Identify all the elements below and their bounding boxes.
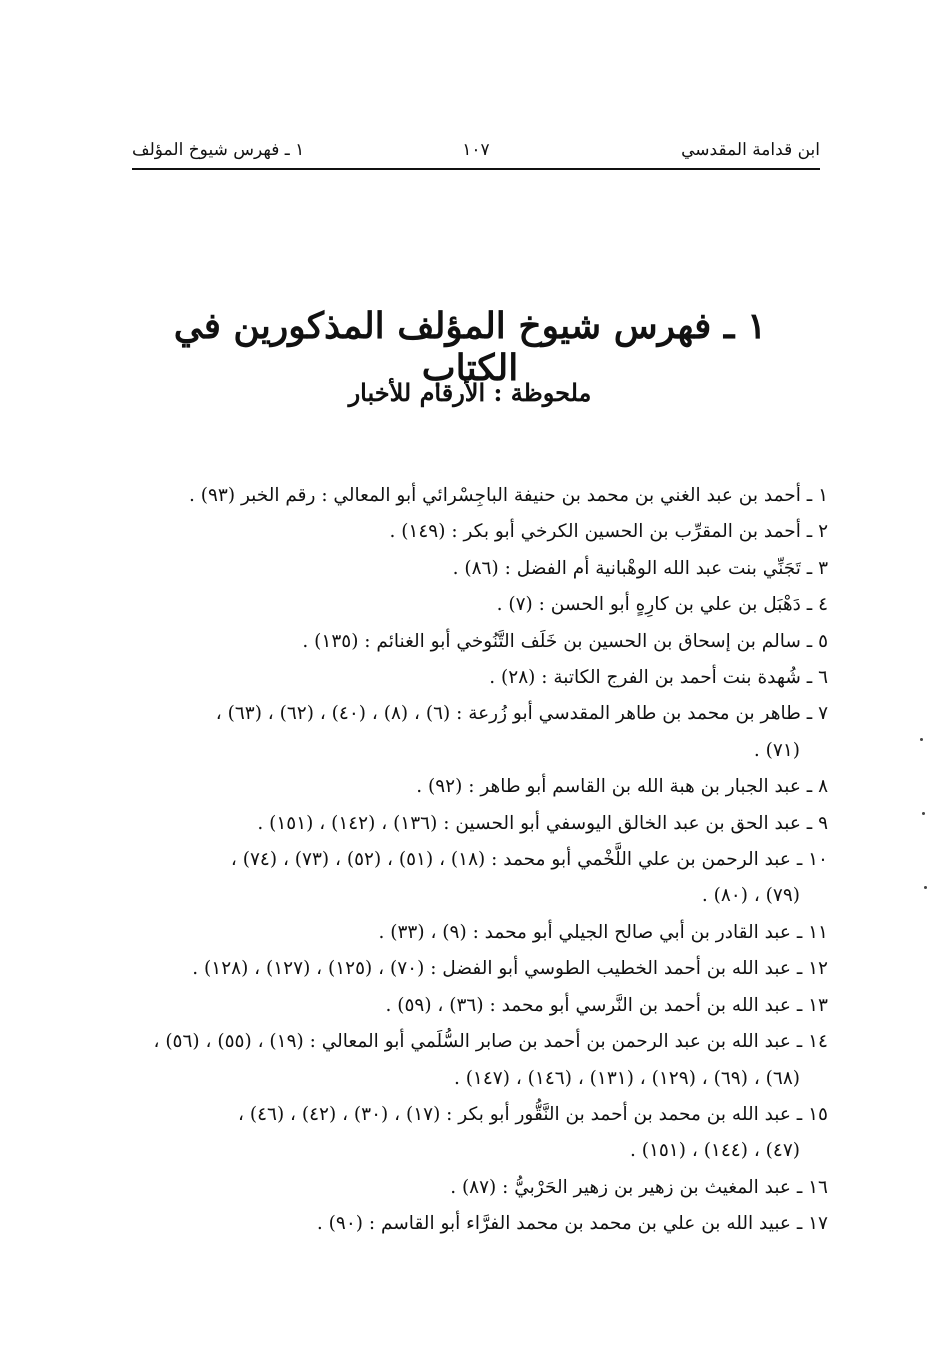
list-item	[138, 1097, 828, 1170]
entry-text: ١٢ ـ عبد الله بن أحمد الخطيب الطوسي أبو الفضل : (٧٠) ، (١٢٥) ، (١٢٧) ، (١٢٨) .	[192, 958, 828, 980]
list-item	[138, 551, 828, 587]
list-item	[138, 624, 828, 660]
scan-speck	[922, 812, 925, 815]
entry-text: ٦ ـ شُهدة بنت أحمد بن الفرج الكاتبة : (٢٨) .	[489, 667, 828, 689]
entry-text: ١٧ ـ عبيد الله بن علي بن محمد بن محمد الفرَّاء أبو القاسم : (٩٠) .	[316, 1213, 828, 1235]
entry-text: ١٦ ـ عبد المغيث بن زهير بن زهير الحَرْبيُّ : (٨٧) .	[450, 1176, 828, 1198]
index-note: ملحوظة : الأرقام للأخبار	[348, 378, 592, 407]
entry-text: ٧ ـ طاهر بن محمد بن طاهر المقدسي أبو زُرعة : (٦) ، (٨) ، (٤٠) ، (٦٢) ، (٦٣) ،	[215, 703, 828, 725]
entry-continuation: (٤٧) ، (١٤٤) ، (١٥١) .	[629, 1140, 800, 1162]
list-item	[138, 660, 828, 696]
entry-text: ٩ ـ عبد الحق بن عبد الخالق اليوسفي أبو الحسين : (١٣٦) ، (١٤٢) ، (١٥١) .	[257, 812, 828, 834]
entry-text: ١٣ ـ عبد الله بن أحمد بن النَّرسي أبو محمد : (٣٦) ، (٥٩) .	[385, 994, 828, 1016]
scan-speck	[920, 738, 923, 741]
scan-speck	[924, 886, 927, 889]
entry-continuation: (٧١) .	[753, 739, 800, 761]
list-item	[138, 951, 828, 987]
page-number: ١٠٧	[462, 140, 490, 160]
list-item	[138, 478, 828, 514]
running-header	[132, 138, 820, 170]
list-item	[138, 1024, 828, 1097]
index-title: ١ ـ فهرس شيوخ المؤلف المذكورين في الكتاب	[173, 305, 767, 389]
list-item	[138, 842, 828, 915]
list-item	[138, 769, 828, 805]
header-book-title: ابن قدامة المقدسي	[681, 140, 820, 160]
entry-text: ٣ ـ تَجَنِّي بنت عبد الله الوهْبانية أم الفضل : (٨٦) .	[452, 557, 828, 579]
entry-continuation: (٦٨) ، (٦٩) ، (١٢٩) ، (١٣١) ، (١٤٦) ، (١٤٧) .	[453, 1067, 800, 1089]
entry-text: ٤ ـ دَهْبَل بن علي بن كارِهٍ أبو الحسن : (٧) .	[496, 594, 828, 616]
entry-text: ٨ ـ عبد الجبار بن هبة الله بن القاسم أبو طاهر : (٩٢) .	[416, 776, 828, 798]
entry-continuation: (٧٩) ، (٨٠) .	[701, 885, 800, 907]
list-item	[138, 514, 828, 550]
list-item	[138, 915, 828, 951]
list-item	[138, 1206, 828, 1242]
entry-text: ٢ ـ أحمد بن المقرِّب بن الحسين الكرخي أبو بكر : (١٤٩) .	[389, 521, 828, 543]
list-item	[138, 587, 828, 623]
entry-text: ١٥ ـ عبد الله بن محمد بن أحمد بن النَّقُّور أبو بكر : (١٧) ، (٣٠) ، (٤٢) ، (٤٦) ،	[237, 1103, 828, 1125]
entry-text: ١ ـ أحمد بن عبد الغني بن محمد بن حنيفة الباجِسْرائي أبو المعالي : رقم الخبر (٩٣) .	[189, 485, 828, 506]
entry-text: ١٤ ـ عبد الله بن عبد الرحمن بن أحمد بن صابر السُّلَمي أبو المعالي : (١٩) ، (٥٥) ، (٥٦) ،	[153, 1031, 828, 1053]
entry-text: ٥ ـ سالم بن إسحاق بن الحسين بن خَلَف التَّنُوخي أبو الغنائم : (١٣٥) .	[302, 630, 828, 652]
list-item	[138, 696, 828, 769]
list-item	[138, 988, 828, 1024]
entry-text: ١١ ـ عبد القادر بن أبي صالح الجيلي أبو محمد : (٩) ، (٣٣) .	[378, 921, 828, 943]
list-item	[138, 1170, 828, 1206]
list-item	[138, 806, 828, 842]
entry-text: ١٠ ـ عبد الرحمن بن علي اللَّخْمي أبو محمد : (١٨) ، (٥١) ، (٥٢) ، (٧٣) ، (٧٤) ،	[230, 849, 828, 871]
index-list	[138, 478, 828, 1243]
header-section-title: ١ ـ فهرس شيوخ المؤلف	[132, 140, 305, 160]
